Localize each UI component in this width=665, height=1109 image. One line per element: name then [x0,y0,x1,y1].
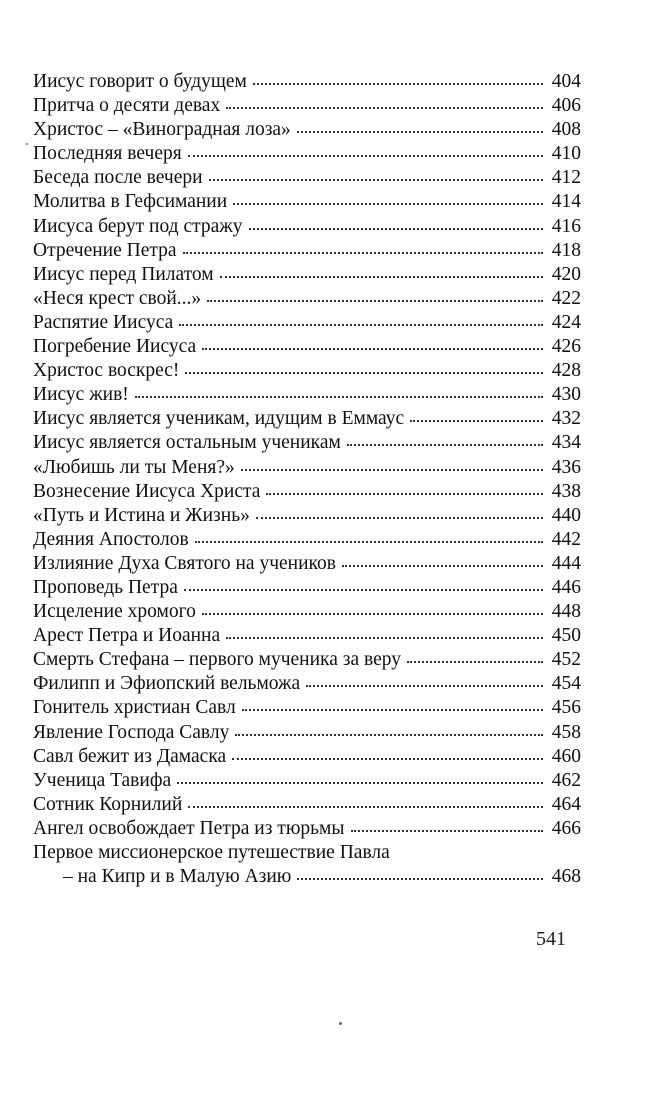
dot-leader [202,601,543,617]
dot-leader [232,746,543,762]
toc-entry-page-number: 438 [551,480,581,502]
toc-entry-page-number: 408 [551,119,581,141]
dot-leader [226,625,543,641]
toc-entry-title: Притча о десяти девах [33,95,221,117]
toc-entry-page-number: 404 [551,71,581,92]
dot-leader [241,457,543,473]
toc-entry-page-number: 422 [551,287,581,309]
dot-leader [195,529,543,545]
toc-entry-page-number: 464 [551,793,581,815]
toc-entry [33,94,581,118]
dot-leader [410,408,543,424]
toc-entry-title: Погребение Иисуса [33,336,197,358]
toc-entry-title: Отречение Петра [33,239,177,261]
print-speck [26,143,28,145]
toc-entry [33,672,581,696]
dot-leader [177,770,543,786]
toc-entry-title: Иисуса берут под стражу [33,215,243,237]
dot-leader [188,794,543,810]
toc-entry [33,239,581,263]
toc-entry [33,817,581,841]
toc-entry-title: Гонитель христиан Савл [33,697,236,719]
toc-entry-multiline-second [33,865,581,889]
toc-entry [33,118,581,142]
toc-entry [33,287,581,311]
toc-entry-title: Вознесение Иисуса Христа [33,480,261,502]
toc-entry-title: Савл бежит из Дамаска [33,745,227,767]
toc-entry [33,696,581,720]
toc-entry-page-number: 446 [551,576,581,598]
dot-leader [266,481,543,497]
toc-entry [33,576,581,600]
toc-entry-title: Иисус перед Пилатом [33,263,214,285]
toc-entry [33,142,581,166]
toc-entry [33,648,581,672]
toc-entry [33,70,581,94]
dot-leader [297,119,543,135]
toc-entry-title: Молитва в Гефсимании [33,191,228,213]
toc-entry-title: Христос воскрес! [33,360,180,382]
toc-entry-title: «Неся крест свой...» [33,287,202,309]
toc-entry-page-number: 420 [551,263,581,285]
toc-entry-page-number: 458 [551,721,581,743]
dot-leader [297,866,543,882]
toc-entry [33,504,581,528]
toc-entry-page-number: 448 [551,601,581,623]
toc-entry-title: Иисус говорит о будущем [33,71,247,92]
dot-leader [183,240,543,256]
toc-entry-page-number: 432 [551,408,581,430]
toc-entry [33,793,581,817]
toc-entry-title: Ангел освобождает Петра из тюрьмы [33,817,345,839]
toc-entry [33,407,581,431]
toc-entry-multiline-first [33,841,581,865]
toc-entry-page-number: 442 [551,528,581,550]
dot-leader [202,336,543,352]
toc-entry-title: «Любишь ли ты Меня?» [33,456,235,478]
toc-entry-title: Явление Господа Савлу [33,721,230,743]
toc-entry [33,263,581,287]
dot-leader [207,288,543,304]
toc-entry [33,335,581,359]
toc-entry-page-number: 410 [551,143,581,165]
toc-entry-page-number: 416 [551,215,581,237]
toc-entry-page-number: 460 [551,745,581,767]
toc-entry [33,190,581,214]
toc-entry-page-number: 468 [551,866,581,888]
toc-entry-title: Иисус является остальным ученикам [33,432,341,454]
toc-entry-title: Беседа после вечери [33,167,203,189]
toc-entry-title: Христос – «Виноградная лоза» [33,119,291,141]
toc-entry-title: Излияние Духа Святого на учеников [33,552,336,574]
toc-entry [33,769,581,793]
toc-entry-title: Ученица Тавифа [33,769,172,791]
toc-entry-title: Сотник Корнилий [33,793,183,815]
toc-entry-page-number: 440 [551,504,581,526]
dot-leader [135,384,543,400]
dot-leader [242,697,543,713]
toc-entry-title: – на Кипр и в Малую Азию [63,866,292,888]
dot-leader [184,577,543,593]
toc-entry [33,528,581,552]
toc-entry-title: Последняя вечеря [33,143,182,165]
toc-entry-title: Иисус является ученикам, идущим в Еммаус [33,408,405,430]
toc-entry [33,552,581,576]
toc-entry-page-number: 426 [551,336,581,358]
toc-entry-title: Исцеление хромого [33,601,196,623]
dot-leader [253,71,543,87]
toc-entry-page-number: 424 [551,311,581,333]
toc-entry-title: «Путь и Истина и Жизнь» [33,504,250,526]
toc-entry [33,624,581,648]
dot-leader [185,360,543,376]
page-number-folio: 541 [536,928,566,950]
toc-entry-page-number: 450 [551,625,581,647]
toc-entry-title: Смерть Стефана – первого мученика за веру [33,649,401,671]
toc-entry-page-number: 456 [551,697,581,719]
toc-entry-page-number: 454 [551,673,581,695]
dot-leader [220,264,543,280]
toc-entry-title: Филипп и Эфиопский вельможа [33,673,301,695]
dot-leader [188,143,543,159]
dot-leader [226,95,543,111]
toc-entry-page-number: 436 [551,456,581,478]
dot-leader [256,505,543,521]
dot-leader [407,649,543,665]
toc-entry-page-number: 444 [551,552,581,574]
dot-leader [249,216,543,232]
toc-entry [33,311,581,335]
toc-entry-page-number: 414 [551,191,581,213]
toc-entry-page-number: 412 [551,167,581,189]
toc-entry [33,431,581,455]
toc-entry [33,359,581,383]
toc-entry-title: Первое миссионерское путешествие Павла [33,842,390,863]
toc-entry [33,456,581,480]
table-of-contents [33,70,581,889]
toc-entry [33,383,581,407]
toc-entry [33,721,581,745]
toc-entry-page-number: 406 [551,95,581,117]
dot-leader [342,553,543,569]
toc-entry [33,166,581,190]
toc-entry-title: Арест Петра и Иоанна [33,625,221,647]
dot-leader [179,312,543,328]
toc-entry-page-number: 466 [551,817,581,839]
toc-entry [33,745,581,769]
toc-entry-page-number: 418 [551,239,581,261]
toc-entry-title: Проповедь Петра [33,576,178,598]
toc-entry-page-number: 434 [551,432,581,454]
toc-entry-title: Иисус жив! [33,384,129,406]
dot-leader [235,722,543,738]
toc-entry-page-number: 452 [551,649,581,671]
toc-entry-title: Распятие Иисуса [33,311,174,333]
dot-leader [347,432,543,448]
toc-entry-title: Деяния Апостолов [33,528,189,550]
toc-entry [33,215,581,239]
toc-entry [33,600,581,624]
print-speck [339,1022,342,1025]
toc-entry-page-number: 462 [551,769,581,791]
toc-entry-page-number: 430 [551,384,581,406]
toc-entry-page-number: 428 [551,360,581,382]
dot-leader [209,167,543,183]
dot-leader [233,191,543,207]
dot-leader [306,673,543,689]
dot-leader [351,818,544,834]
toc-entry [33,480,581,504]
